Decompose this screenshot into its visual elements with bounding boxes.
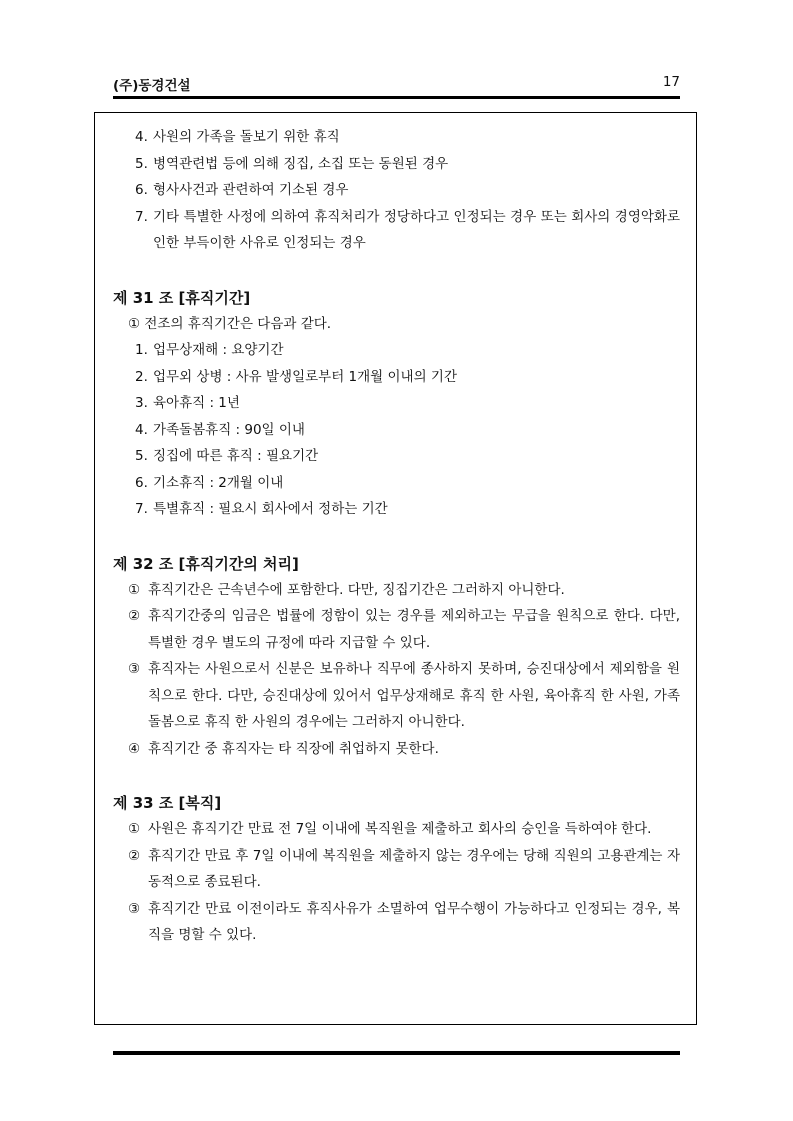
list-item: 2. 업무외 상병 : 사유 발생일로부터 1개월 이내의 기간: [135, 368, 457, 385]
list-item: ③ 휴직자는 사원으로서 신분은 보유하나 직무에 종사하지 못하며, 승진대상에서 제외함을 원칙으로 한다. 다만, 승진대상에 있어서 업무상재해로 휴직 한 사원, 육아휴직 한 사원, 가족돌봄으로 휴직 한 사원의 경우에는 그러하지 아니한다.: [128, 661, 680, 730]
list-item: 5. 병역관련법 등에 의해 징집, 소집 또는 동원된 경우: [135, 155, 449, 172]
list-item: ① 사원은 휴직기간 만료 전 7일 이내에 복직원을 제출하고 회사의 승인을 득하여야 한다.: [128, 821, 652, 837]
header-rule: [113, 96, 680, 99]
company-name: (주)동경건설: [113, 78, 191, 94]
list-item: 4. 가족돌봄휴직 : 90일 이내: [135, 421, 305, 438]
article-32-heading: 제 32 조 [휴직기간의 처리]: [113, 554, 299, 573]
document-body: [113, 124, 680, 949]
footer-rule: [113, 1051, 680, 1055]
article-31-heading: 제 31 조 [휴직기간]: [113, 288, 251, 307]
list-item: 7. 기타 특별한 사정에 의하여 휴직처리가 정당하다고 인정되는 경우 또는 회사의 경영악화로 인한 부득이한 사유로 인정되는 경우: [135, 208, 680, 251]
list-item: ② 휴직기간 만료 후 7일 이내에 복직원을 제출하지 않는 경우에는 당해 직원의 고용관계는 자동적으로 종료된다.: [128, 847, 680, 890]
list-item: ③ 휴직기간 만료 이전이라도 휴직사유가 소멸하여 업무수행이 가능하다고 인정되는 경우, 복직을 명할 수 있다.: [128, 900, 680, 943]
list-item: 4. 사원의 가족을 돌보기 위한 휴직: [135, 129, 340, 145]
list-item: ② 휴직기간중의 임금은 법률에 정함이 있는 경우를 제외하고는 무급을 원칙으로 한다. 다만, 특별한 경우 별도의 규정에 따라 지급할 수 있다.: [128, 608, 680, 651]
list-item: 5. 징집에 따른 휴직 : 필요기간: [135, 448, 319, 464]
list-item: 3. 육아휴직 : 1년: [135, 395, 240, 411]
list-item: 7. 특별휴직 : 필요시 회사에서 정하는 기간: [135, 501, 388, 517]
page-number: 17: [662, 74, 680, 90]
article-31-lead: ① 전조의 휴직기간은 다음과 같다.: [128, 315, 332, 332]
article-33-heading: 제 33 조 [복직]: [113, 794, 222, 812]
list-item: 6. 형사사건과 관련하여 기소된 경우: [135, 182, 349, 198]
list-item: ④ 휴직기간 중 휴직자는 타 직장에 취업하지 못한다.: [128, 740, 439, 757]
list-item: ① 휴직기간은 근속년수에 포함한다. 다만, 징집기간은 그러하지 아니한다.: [128, 581, 565, 598]
list-item: 1. 업무상재해 : 요양기간: [135, 342, 284, 358]
list-item: 6. 기소휴직 : 2개월 이내: [135, 474, 284, 491]
